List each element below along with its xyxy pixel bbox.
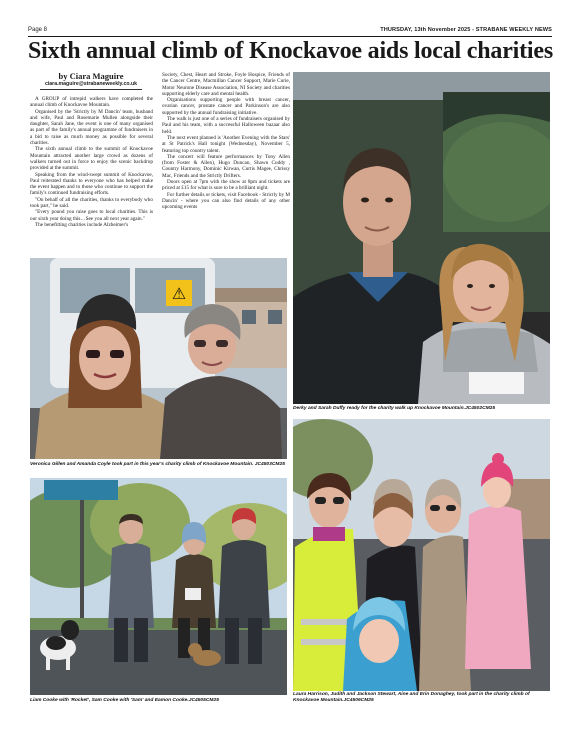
photo-derky-sarah-duffy (293, 72, 550, 404)
dateline: THURSDAY, 13th November 2025 - STRABANE WEEKLY NEWS (380, 27, 552, 33)
paragraph: A GROUP of intrepid walkers have completed the annual climb of Knockavoe Mountain. (30, 96, 153, 109)
photo-harrison-stewart-donaghey (293, 419, 550, 691)
byline-rule (40, 89, 142, 90)
paragraph: The benefitting charities include Alzheimer's (35, 221, 129, 228)
paragraph: Organisations supporting people with breast cancer, ovarian cancer, prostate cancer and Parkinson's are also supported by the annual fundraising initiative. (162, 97, 290, 116)
paragraph: The next event planned is 'Another Evening with the Stars' at St Patrick's Hall tonight (Wednesday), November 5, featuring top country talent. (162, 134, 290, 154)
caption-cooke-family: Liam Cooke with 'Rocket', Sam Cooke with 'Sam' and Eamon Cooke.JC4505CM25 (30, 698, 219, 703)
paragraph: Organised by the 'Strictly by M Dancin' team, husband and wife, Paul and Rosemarie Mullen alongside their daughter, Sarah Jane, the event is one of many organised as part of the family's annual programme of fundraisers in a bid to raise as much money as possible for several charities. (30, 108, 153, 147)
headline: Sixth annual climb of Knockavoe aids local charities (28, 38, 553, 64)
paragraph: "Every pound you raise goes to local charities. This is our sixth year doing this…See you all next year again." (30, 209, 153, 222)
photo-cooke-family (30, 478, 287, 695)
paragraph: The sixth annual climb to the summit of Knockavoe Mountain attracted another large crowd as dozens of walkers turned out in force to enjoy the scenic backdrop provided at the summit. (30, 146, 153, 172)
paragraph: Speaking from the wind-swept summit of Knockavoe, Paul reiterated thanks to everyone who has helped make the event happen and to those who continue to support the family's continued fundraising efforts. (30, 171, 153, 197)
caption-laura-group: Laura Harrison, Judith and Jackson Stewart, Aine and Erin Donaghey, took part in the charity climb of Knockavoe Mountain.JC4506CM25 (293, 692, 530, 703)
paragraph: Society, Chest, Heart and Stroke, Foyle Hospice, Friends of the Cancer Centre, Macmillan Cancer Support, Marie Curie, Motor Neurone Disease Association, NI Society and charities supporting elderly care and mental health. (162, 72, 290, 97)
author-email[interactable]: ciara.maguire@strabaneweekly.co.uk (44, 81, 138, 87)
paragraph: "On behalf of all the charities, thanks to everybody who took part," he said. (30, 196, 153, 210)
paragraph: The walk is just one of a series of fundraisers organised by Paul and his team, with a successful Halloween bazaar also held. (162, 116, 290, 135)
article-column-2 (162, 72, 290, 256)
paragraph: The concert will feature performances by Tony Allen (from Foster & Allen), Hugo Duncan, Shawn Cuddy , Country Harmony, Dominic Kirwan, Curtis Magee, Chrissy Mac, Friends and the Strictly Drifters. (162, 153, 290, 179)
page-number: Page 8 (28, 27, 48, 33)
header-rule (28, 36, 552, 37)
byline: by Ciara Maguire (58, 71, 124, 81)
article-column-1 (30, 96, 153, 256)
caption-derky-sarah: Derky and Sarah Duffy ready for the charity walk up Knockavoe Mountain.JC4502CM25 (293, 406, 496, 411)
photo-veronica-amanda (30, 258, 287, 459)
page-header (28, 27, 552, 36)
vehicle-sign: ⚠ (171, 284, 187, 303)
caption-veronica-amanda: Veronica Gillen and Amanda Coyle took part in this year's charity climb of Knockavoe Mountain. JC4503CM25 (30, 462, 285, 467)
paragraph: Doors open at 7pm with the show at 8pm and tickets are priced at £15 for what is sure to be a brilliant night. (162, 179, 290, 192)
paragraph: For further details or tickets, visit Facebook - Strictly by M Dancin' - where you can also find details of any other upcoming events (162, 191, 290, 211)
